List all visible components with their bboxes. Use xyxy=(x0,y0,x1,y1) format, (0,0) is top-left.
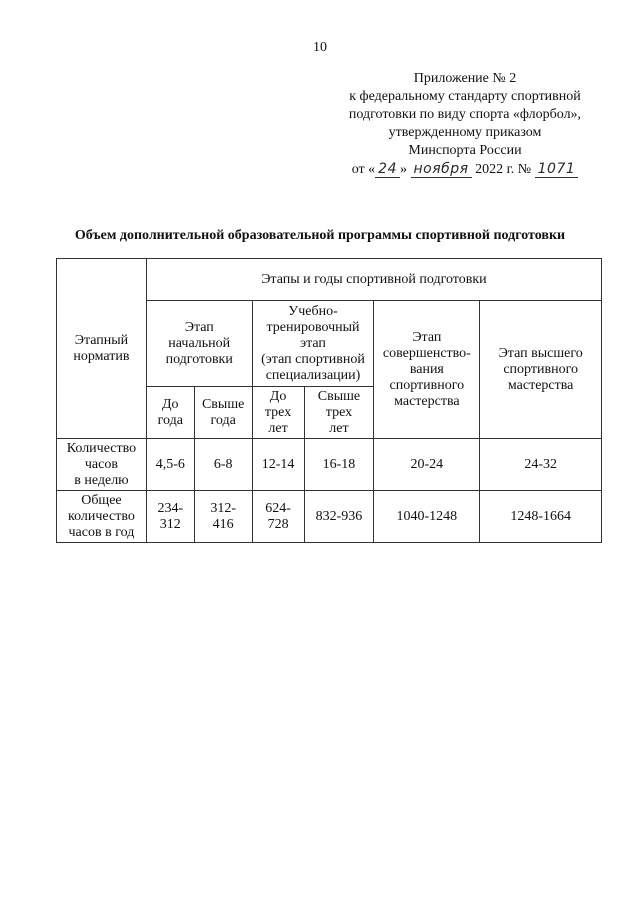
appendix-standard-line: к федеральному стандарту спортивной xyxy=(349,89,581,104)
header-line: мастерства xyxy=(394,393,460,409)
header-line: спортивного xyxy=(389,377,465,393)
header-line: Этапный xyxy=(74,332,129,348)
table-cell: 20-24 xyxy=(374,439,480,491)
value-line: 624- xyxy=(265,500,291,516)
header-line: Этап xyxy=(412,329,442,345)
value-line: 234- xyxy=(157,500,184,516)
label-line: в неделю xyxy=(74,472,129,488)
table-cell: 1248-1664 xyxy=(480,491,602,543)
header-line: года xyxy=(210,412,236,428)
header-upto-year xyxy=(146,387,194,439)
header-upto-three-years xyxy=(252,387,304,439)
header-line: норматив xyxy=(73,348,130,364)
label-line: часов в год xyxy=(68,524,135,540)
header-line: совершенство- xyxy=(382,345,471,361)
header-line: этап xyxy=(300,335,326,351)
header-line: начальной xyxy=(168,335,231,351)
header-line: До xyxy=(162,396,179,412)
header-line: специализации) xyxy=(265,367,361,383)
header-line: лет xyxy=(268,420,288,436)
header-line: трех xyxy=(264,404,292,420)
date-mid: » xyxy=(400,162,411,177)
header-line: тренировочный xyxy=(266,319,360,335)
table-cell: 16-18 xyxy=(304,439,374,491)
header-line: Свыше xyxy=(317,388,361,404)
table-row-hours-per-week xyxy=(57,439,602,491)
header-line: Этап xyxy=(184,319,214,335)
header-stage-norm xyxy=(57,259,147,439)
header-stage-higher xyxy=(480,301,602,439)
header-stage-improvement xyxy=(374,301,480,439)
value-line: 312 xyxy=(159,516,181,532)
table-cell: 24-32 xyxy=(480,439,602,491)
table-cell: 832-936 xyxy=(304,491,374,543)
label-line: часов xyxy=(84,456,118,472)
header-stage-training xyxy=(252,301,374,387)
table-cell xyxy=(146,491,194,543)
header-line: трех xyxy=(325,404,353,420)
appendix-block xyxy=(320,70,610,179)
header-over-year xyxy=(194,387,252,439)
header-line: года xyxy=(157,412,183,428)
appendix-ministry-line: Минспорта России xyxy=(408,143,522,158)
appendix-sport-line: подготовки по виду спорта «флорбол», xyxy=(348,107,582,122)
date-suffix: 2022 г. № xyxy=(471,162,532,177)
header-line: вания xyxy=(409,361,444,377)
table-cell xyxy=(252,491,304,543)
document-title: Объем дополнительной образовательной программы спортивной подготовки xyxy=(74,228,566,243)
header-line: Учебно- xyxy=(288,303,338,319)
header-line: (этап спортивной xyxy=(261,351,365,367)
header-line: мастерства xyxy=(507,377,574,393)
table-cell: 4,5-6 xyxy=(146,439,194,491)
table-cell: 1040-1248 xyxy=(374,491,480,543)
handwritten-month: ноября xyxy=(411,161,472,178)
handwritten-day: 24 xyxy=(375,161,400,178)
appendix-title: Приложение № 2 xyxy=(413,71,517,86)
program-volume-table xyxy=(56,258,602,543)
table-cell: 12-14 xyxy=(252,439,304,491)
header-line: подготовки xyxy=(165,351,233,367)
value-line: 728 xyxy=(267,516,289,532)
header-stage-initial xyxy=(146,301,252,387)
date-prefix: от « xyxy=(351,162,376,177)
table-cell xyxy=(194,491,252,543)
handwritten-order-number: 1071 xyxy=(535,161,579,178)
header-line: До xyxy=(269,388,287,404)
value-line: 416 xyxy=(212,516,234,532)
label-line: количество xyxy=(68,508,135,524)
table-row-hours-per-year xyxy=(57,491,602,543)
header-line: Этап высшего xyxy=(498,345,583,361)
header-line: лет xyxy=(329,420,349,436)
page-number: 10 xyxy=(313,40,327,55)
appendix-date-line xyxy=(320,160,610,179)
row-label xyxy=(57,439,147,491)
label-line: Общее xyxy=(81,492,122,508)
table-cell: 6-8 xyxy=(194,439,252,491)
value-line: 312- xyxy=(210,500,236,516)
row-label xyxy=(57,491,147,543)
header-stages-years: Этапы и годы спортивной подготовки xyxy=(146,259,601,301)
label-line: Количество xyxy=(66,440,137,456)
header-over-three-years xyxy=(304,387,374,439)
header-line: Свыше xyxy=(201,396,245,412)
appendix-order-line: утвержденному приказом xyxy=(388,125,542,140)
header-line: спортивного xyxy=(503,361,578,377)
